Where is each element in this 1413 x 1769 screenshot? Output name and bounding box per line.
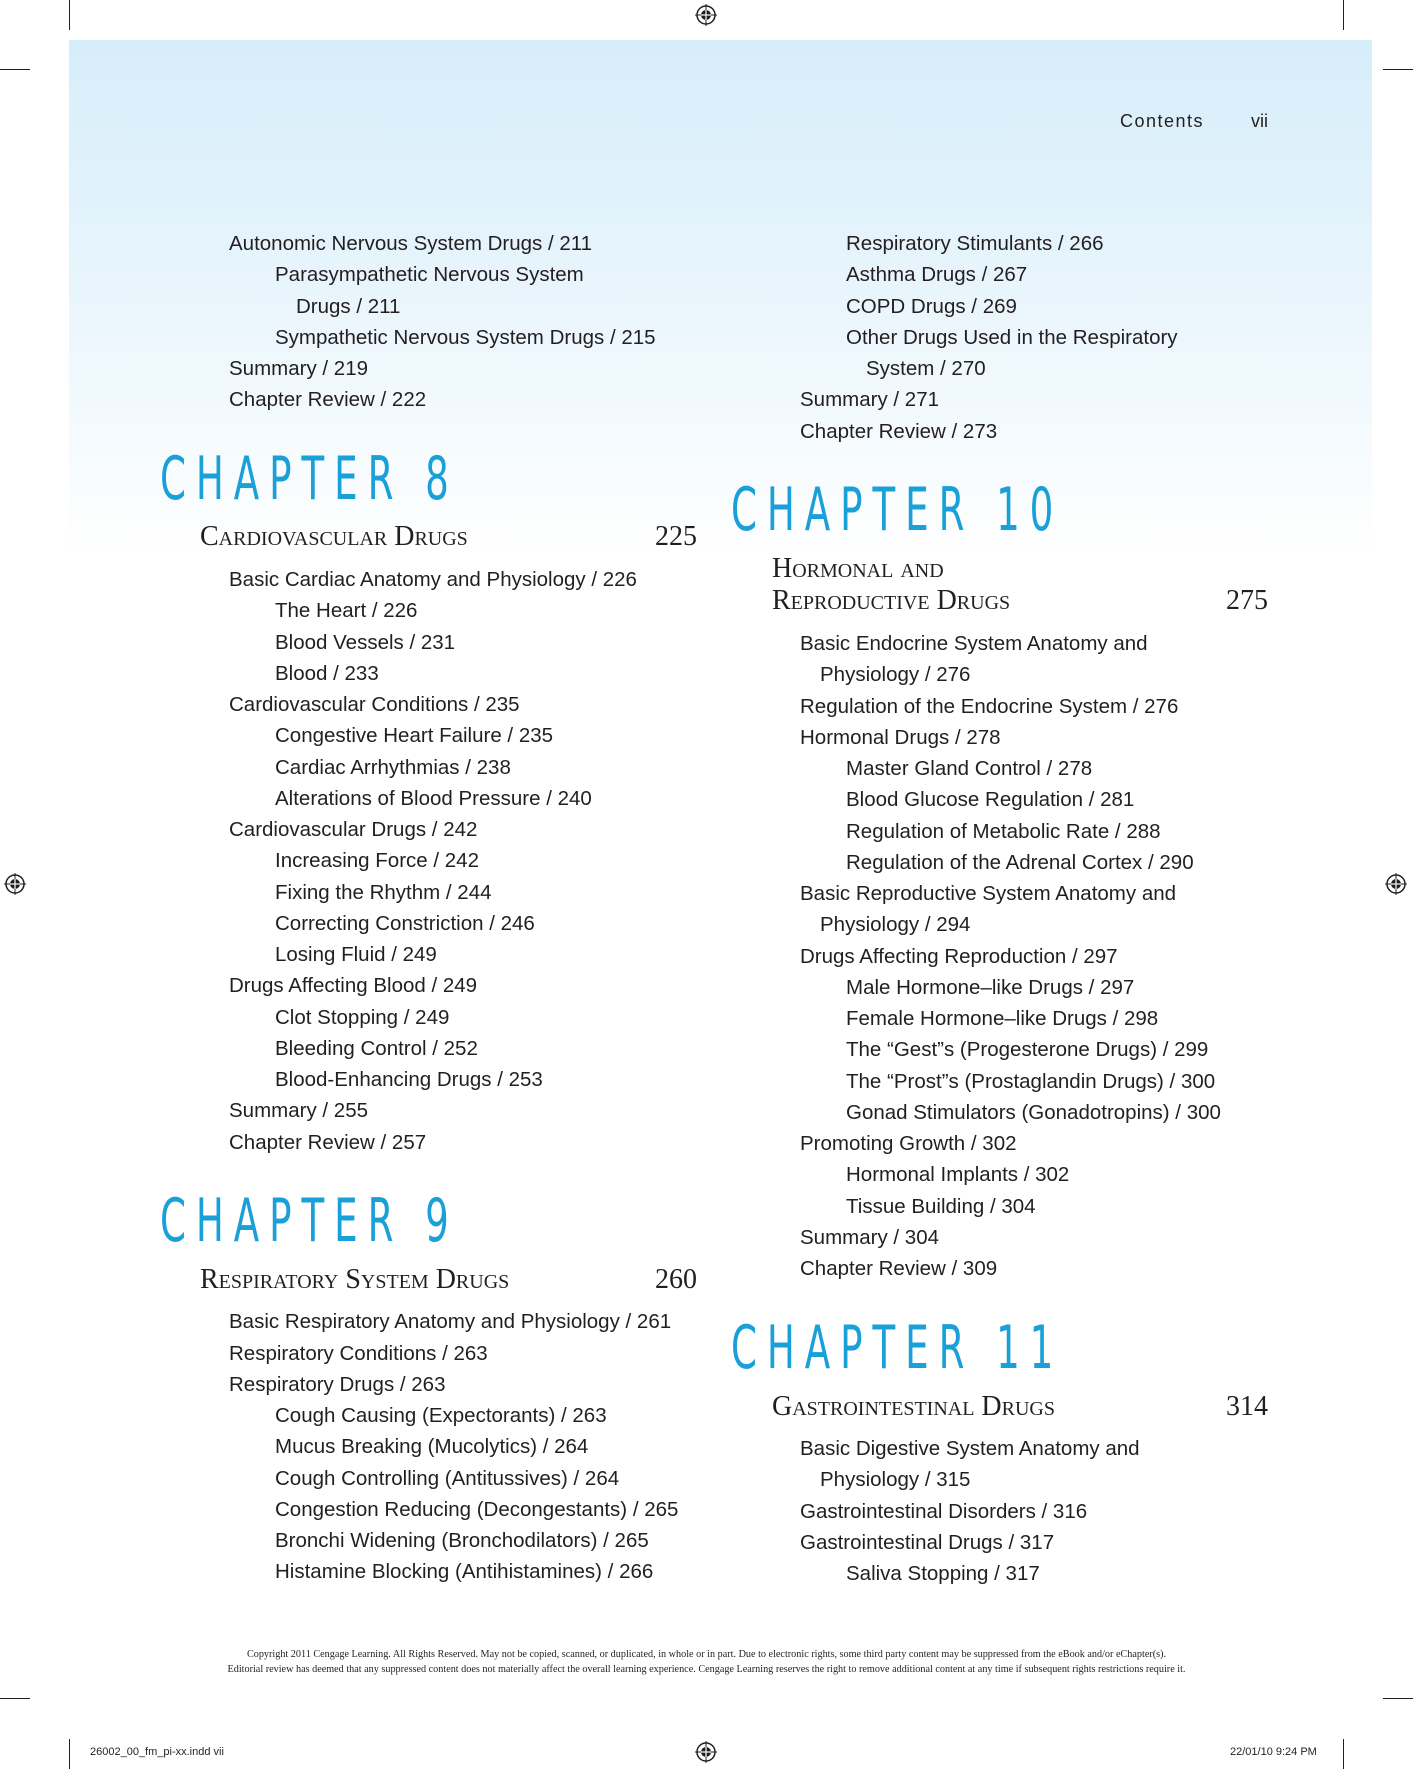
chapter-page-number: 225: [655, 521, 697, 552]
toc-entry: The Heart / 226: [275, 599, 418, 622]
crop-mark: [69, 1739, 70, 1769]
toc-entry: Blood Glucose Regulation / 281: [846, 788, 1135, 811]
slug-date: 22/01/10 9:24 PM: [1230, 1746, 1317, 1758]
toc-entry: Gastrointestinal Disorders / 316: [800, 1500, 1088, 1523]
toc-entry: Histamine Blocking (Antihistamines) / 266: [275, 1560, 654, 1583]
chapter-label: CHAPTER 9: [160, 1186, 459, 1256]
crop-mark: [0, 1698, 30, 1699]
chapter-label: CHAPTER 10: [731, 475, 1064, 545]
crop-mark: [1383, 1698, 1413, 1699]
toc-entry: Basic Endocrine System Anatomy and: [800, 632, 1148, 655]
chapter-page-number: 314: [1226, 1391, 1268, 1422]
toc-entry: Other Drugs Used in the Respiratory: [846, 326, 1178, 349]
toc-entry: Blood / 233: [275, 662, 379, 685]
chapter-page-number: 275: [1226, 585, 1268, 616]
toc-entry: Respiratory Conditions / 263: [229, 1342, 488, 1365]
toc-entry: Summary / 304: [800, 1226, 939, 1249]
toc-entry: Chapter Review / 309: [800, 1257, 998, 1280]
toc-entry: Basic Cardiac Anatomy and Physiology / 226: [229, 568, 637, 591]
toc-entry: Chapter Review / 257: [229, 1131, 427, 1154]
toc-entry: Alterations of Blood Pressure / 240: [275, 787, 592, 810]
toc-entry: Asthma Drugs / 267: [846, 263, 1028, 286]
slug-filename: 26002_00_fm_pi-xx.indd vii: [90, 1746, 224, 1758]
running-head-label: Contents: [1120, 111, 1205, 131]
toc-entry: Correcting Constriction / 246: [275, 912, 535, 935]
crop-mark: [1343, 1739, 1344, 1769]
chapter-title-line: Hormonal and: [772, 553, 944, 584]
toc-entry: Blood Vessels / 231: [275, 631, 456, 654]
running-head-page-number: vii: [1251, 111, 1268, 131]
crop-mark: [69, 0, 70, 30]
chapter-title-line: Reproductive Drugs: [772, 585, 1011, 616]
toc-entry: Losing Fluid / 249: [275, 943, 437, 966]
toc-entry: Physiology / 294: [820, 913, 971, 936]
registration-mark-icon: [695, 1741, 717, 1763]
toc-entry: Blood-Enhancing Drugs / 253: [275, 1068, 543, 1091]
toc-entry: Basic Reproductive System Anatomy and: [800, 882, 1177, 905]
toc-entry: Master Gland Control / 278: [846, 757, 1093, 780]
registration-mark-icon: [1385, 873, 1407, 895]
toc-entry: Regulation of the Endocrine System / 276: [800, 695, 1179, 718]
toc-entry: Cardiac Arrhythmias / 238: [275, 756, 511, 779]
toc-entry: Regulation of the Adrenal Cortex / 290: [846, 851, 1194, 874]
toc-entry: Drugs Affecting Reproduction / 297: [800, 945, 1118, 968]
toc-entry: Respiratory Drugs / 263: [229, 1373, 446, 1396]
toc-entry: Saliva Stopping / 317: [846, 1562, 1040, 1585]
toc-entry: Female Hormone–like Drugs / 298: [846, 1007, 1159, 1030]
toc-entry: Clot Stopping / 249: [275, 1006, 450, 1029]
toc-entry: Hormonal Drugs / 278: [800, 726, 1001, 749]
toc-entry: Basic Digestive System Anatomy and: [800, 1437, 1140, 1460]
toc-entry: Summary / 255: [229, 1099, 368, 1122]
registration-mark-icon: [695, 4, 717, 26]
toc-entry: Cough Causing (Expectorants) / 263: [275, 1404, 607, 1427]
toc-entry: Mucus Breaking (Mucolytics) / 264: [275, 1435, 589, 1458]
toc-entry: Cardiovascular Drugs / 242: [229, 818, 478, 841]
toc-entry: Hormonal Implants / 302: [846, 1163, 1070, 1186]
toc-entry: Parasympathetic Nervous System: [275, 263, 584, 286]
copyright-notice: [100, 1647, 1313, 1677]
toc-entry: Summary / 271: [800, 388, 939, 411]
toc-entry: System / 270: [866, 357, 986, 380]
toc-entry: Congestion Reducing (Decongestants) / 265: [275, 1498, 679, 1521]
toc-entry: Chapter Review / 222: [229, 388, 427, 411]
chapter-title: Gastrointestinal Drugs: [772, 1391, 1055, 1422]
toc-entry: Autonomic Nervous System Drugs / 211: [229, 232, 593, 255]
registration-mark-icon: [4, 873, 26, 895]
toc-entry: Summary / 219: [229, 357, 368, 380]
chapter-page-number: 260: [655, 1264, 697, 1295]
copyright-line: Editorial review has deemed that any suppressed content does not materially affect the overall learning experience. Cengage Learning reserves the right to remove additional content at any time if subsequent rights restrictions require it.: [227, 1664, 1186, 1675]
toc-entry: Gastrointestinal Drugs / 317: [800, 1531, 1055, 1554]
chapter-label: CHAPTER 8: [160, 444, 459, 514]
toc-entry: Chapter Review / 273: [800, 420, 998, 443]
crop-mark: [1343, 0, 1344, 30]
toc-entry: Bronchi Widening (Bronchodilators) / 265: [275, 1529, 649, 1552]
toc-entry: Increasing Force / 242: [275, 849, 479, 872]
toc-entry: Gonad Stimulators (Gonadotropins) / 300: [846, 1101, 1221, 1124]
toc-entry: Respiratory Stimulants / 266: [846, 232, 1104, 255]
toc-entry: The “Prost”s (Prostaglandin Drugs) / 300: [846, 1070, 1216, 1093]
copyright-line: Copyright 2011 Cengage Learning. All Rights Reserved. May not be copied, scanned, or duplicated, in whole or in part. Due to electronic rights, some third party content may be suppressed from the eBook and/or eChapter(s).: [246, 1649, 1167, 1660]
toc-entry: Cough Controlling (Antitussives) / 264: [275, 1467, 620, 1490]
toc-entry: Bleeding Control / 252: [275, 1037, 478, 1060]
crop-mark: [1383, 69, 1413, 70]
chapter-title: Respiratory System Drugs: [200, 1264, 510, 1295]
toc-entry: Physiology / 276: [820, 663, 971, 686]
toc-entry: Congestive Heart Failure / 235: [275, 724, 554, 747]
toc-entry: Regulation of Metabolic Rate / 288: [846, 820, 1161, 843]
toc-entry: Physiology / 315: [820, 1468, 971, 1491]
toc-entry: Cardiovascular Conditions / 235: [229, 693, 520, 716]
toc-entry: Fixing the Rhythm / 244: [275, 881, 492, 904]
toc-entry: Drugs Affecting Blood / 249: [229, 974, 478, 997]
toc-entry: Sympathetic Nervous System Drugs / 215: [275, 326, 656, 349]
toc-entry: Tissue Building / 304: [846, 1195, 1036, 1218]
toc-entry: Male Hormone–like Drugs / 297: [846, 976, 1135, 999]
chapter-label: CHAPTER 11: [731, 1313, 1064, 1383]
toc-entry: Promoting Growth / 302: [800, 1132, 1017, 1155]
toc-entry: COPD Drugs / 269: [846, 295, 1017, 318]
toc-entry: The “Gest”s (Progesterone Drugs) / 299: [846, 1038, 1209, 1061]
toc-entry: Basic Respiratory Anatomy and Physiology / 261: [229, 1310, 672, 1333]
toc-entry: Drugs / 211: [296, 295, 401, 318]
chapter-title: Cardiovascular Drugs: [200, 521, 468, 552]
crop-mark: [0, 69, 30, 70]
